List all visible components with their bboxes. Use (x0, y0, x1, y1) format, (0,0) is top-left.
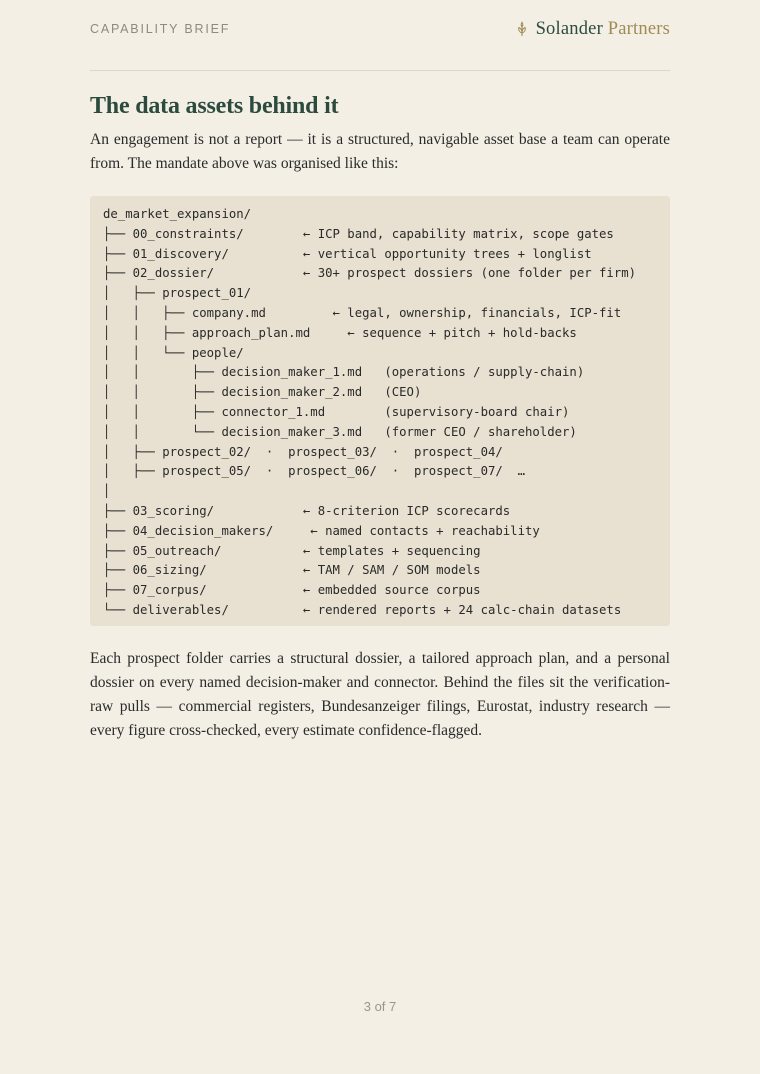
tree-line: de_market_expansion/ (103, 207, 252, 221)
tree-line: ├── 06_sizing/ ← TAM / SAM / SOM models (103, 563, 481, 578)
section-title: The data assets behind it (90, 93, 339, 119)
tree-line: │ │ ├── decision_maker_1.md (operations / supply-chain) (103, 365, 585, 380)
tree-line: │ │ └── decision_maker_3.md (former CEO / shareholder) (103, 424, 577, 439)
eyebrow-label: CAPABILITY BRIEF (90, 22, 231, 36)
brand-accent: Partners (607, 18, 670, 39)
brand-logo (516, 19, 670, 40)
wheat-icon (516, 21, 528, 37)
tree-line: ├── 03_scoring/ ← 8-criterion ICP scorecards (103, 503, 511, 518)
tree-line: │ │ ├── company.md ← legal, ownership, financials, ICP-fit (103, 305, 622, 320)
outro-paragraph: Each prospect folder carries a structural dossier, a tailored approach plan, and a personal dossier on every named decision-maker and connector. Behind the files sit the verification-raw pulls — commercial registers, Bundesanzeiger filings, Eurostat, industry research — every figure cross-checked, every estimate confidence-flagged. (90, 650, 670, 739)
tree-line: │ ├── prospect_05/ · prospect_06/ · prospect_07/ … (103, 464, 525, 479)
page-header (90, 17, 670, 41)
tree-line: │ ├── prospect_01/ (103, 286, 252, 301)
directory-tree-block (90, 196, 670, 626)
brand-name: Solander (535, 18, 603, 39)
tree-line: │ ├── prospect_02/ · prospect_03/ · prospect_04/ (103, 444, 503, 459)
tree-line: └── deliverables/ ← rendered reports + 24 calc-chain datasets (103, 602, 622, 617)
tree-line: ├── 05_outreach/ ← templates + sequencing (103, 543, 481, 558)
header-divider (90, 70, 670, 71)
page-number: 3 of 7 (363, 999, 397, 1014)
tree-line: │ │ ├── connector_1.md (supervisory-board chair) (103, 404, 570, 419)
tree-line: ├── 04_decision_makers/ ← named contacts + reachability (103, 523, 540, 538)
intro-paragraph: An engagement is not a report — it is a structured, navigable asset base a team can operate from. The mandate above was organised like this: (90, 131, 670, 172)
tree-line: ├── 02_dossier/ ← 30+ prospect dossiers (one folder per firm) (103, 266, 637, 281)
tree-line: │ (103, 484, 111, 499)
tree-line: ├── 00_constraints/ ← ICP band, capability matrix, scope gates (103, 226, 614, 241)
tree-line: │ │ └── people/ (103, 345, 244, 360)
directory-tree (103, 205, 670, 621)
tree-line: ├── 07_corpus/ ← embedded source corpus (103, 583, 481, 598)
tree-line: │ │ ├── decision_maker_2.md (CEO) (103, 385, 422, 400)
tree-line: │ │ ├── approach_plan.md ← sequence + pitch + hold-backs (103, 325, 577, 340)
tree-line: ├── 01_discovery/ ← vertical opportunity trees + longlist (103, 246, 592, 261)
